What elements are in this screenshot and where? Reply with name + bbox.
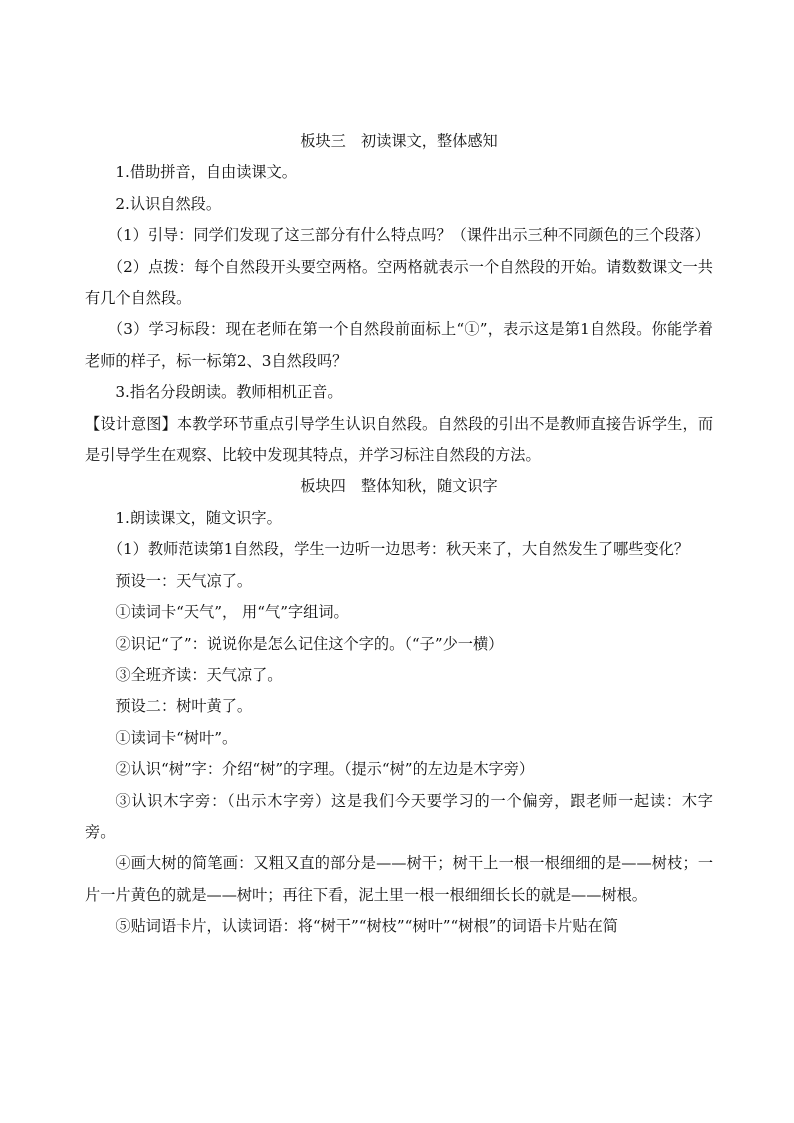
paragraph: 1.借助拼音，自由读课文。	[115, 163, 297, 182]
paragraph: （1）教师范读第1自然段，学生一边听一边思考：秋天来了，大自然发生了哪些变化？	[107, 540, 690, 559]
paragraph: ③认识木字旁：（出示木字旁）这是我们今天要学习的一个偏旁，跟老师一起读：木字旁。	[85, 791, 713, 841]
paragraph: 2.认识自然段。	[115, 194, 222, 213]
paragraph: 1.朗读课文，随文识字。	[115, 508, 282, 527]
paragraph: （1）引导：同学们发现了这三部分有什么特点吗？（课件出示三种不同颜色的三个段落）	[107, 226, 710, 245]
paragraph: ①读词卡“树叶”。	[115, 728, 238, 747]
paragraph: ④画大树的简笔画：又粗又直的部分是——树干；树干上一根一根细细的是——树枝；一片一片黄色的就是——树叶；再往下看，泥土里一根一根细细长长的就是——树根。	[85, 854, 713, 904]
paragraph: （3）学习标段：现在老师在第一个自然段前面标上“①”，表示这是第1自然段。你能学着老师的样子，标一标第2、3自然段吗？	[85, 320, 713, 370]
paragraph: 预设一：天气凉了。	[115, 571, 253, 590]
paragraph: ②认识“树”字：介绍“树”的字理。（提示“树”的左边是木字旁）	[115, 760, 535, 779]
design-intent-paragraph: 【设计意图】本教学环节重点引导学生认识自然段。自然段的引出不是教师直接告诉学生，而是引导学生在观察、比较中发现其特点，并学习标注自然段的方法。	[85, 414, 713, 465]
paragraph: ②识记“了”：说说你是怎么记住这个字的。（“子”少一横）	[115, 634, 504, 653]
paragraph: ⑤贴词语卡片，认读词语：将“树干”“树枝”“树叶”“树根”的词语卡片贴在简	[115, 917, 618, 936]
paragraph: ①读词卡“天气”， 用“气”字组词。	[115, 603, 349, 622]
paragraph: （2）点拨：每个自然段开头要空两格。空两格就表示一个自然段的开始。请数数课文一共有几个自然段。	[85, 257, 713, 308]
section-3-heading: 板块三 初读课文，整体感知	[300, 132, 498, 150]
section-4-heading: 板块四 整体知秋，随文识字	[300, 477, 498, 496]
document-body	[85, 126, 713, 943]
paragraph: 预设二：树叶黄了。	[115, 697, 253, 716]
paragraph: ③全班齐读：天气凉了。	[115, 665, 283, 684]
paragraph: 3.指名分段朗读。教师相机正音。	[115, 383, 343, 402]
